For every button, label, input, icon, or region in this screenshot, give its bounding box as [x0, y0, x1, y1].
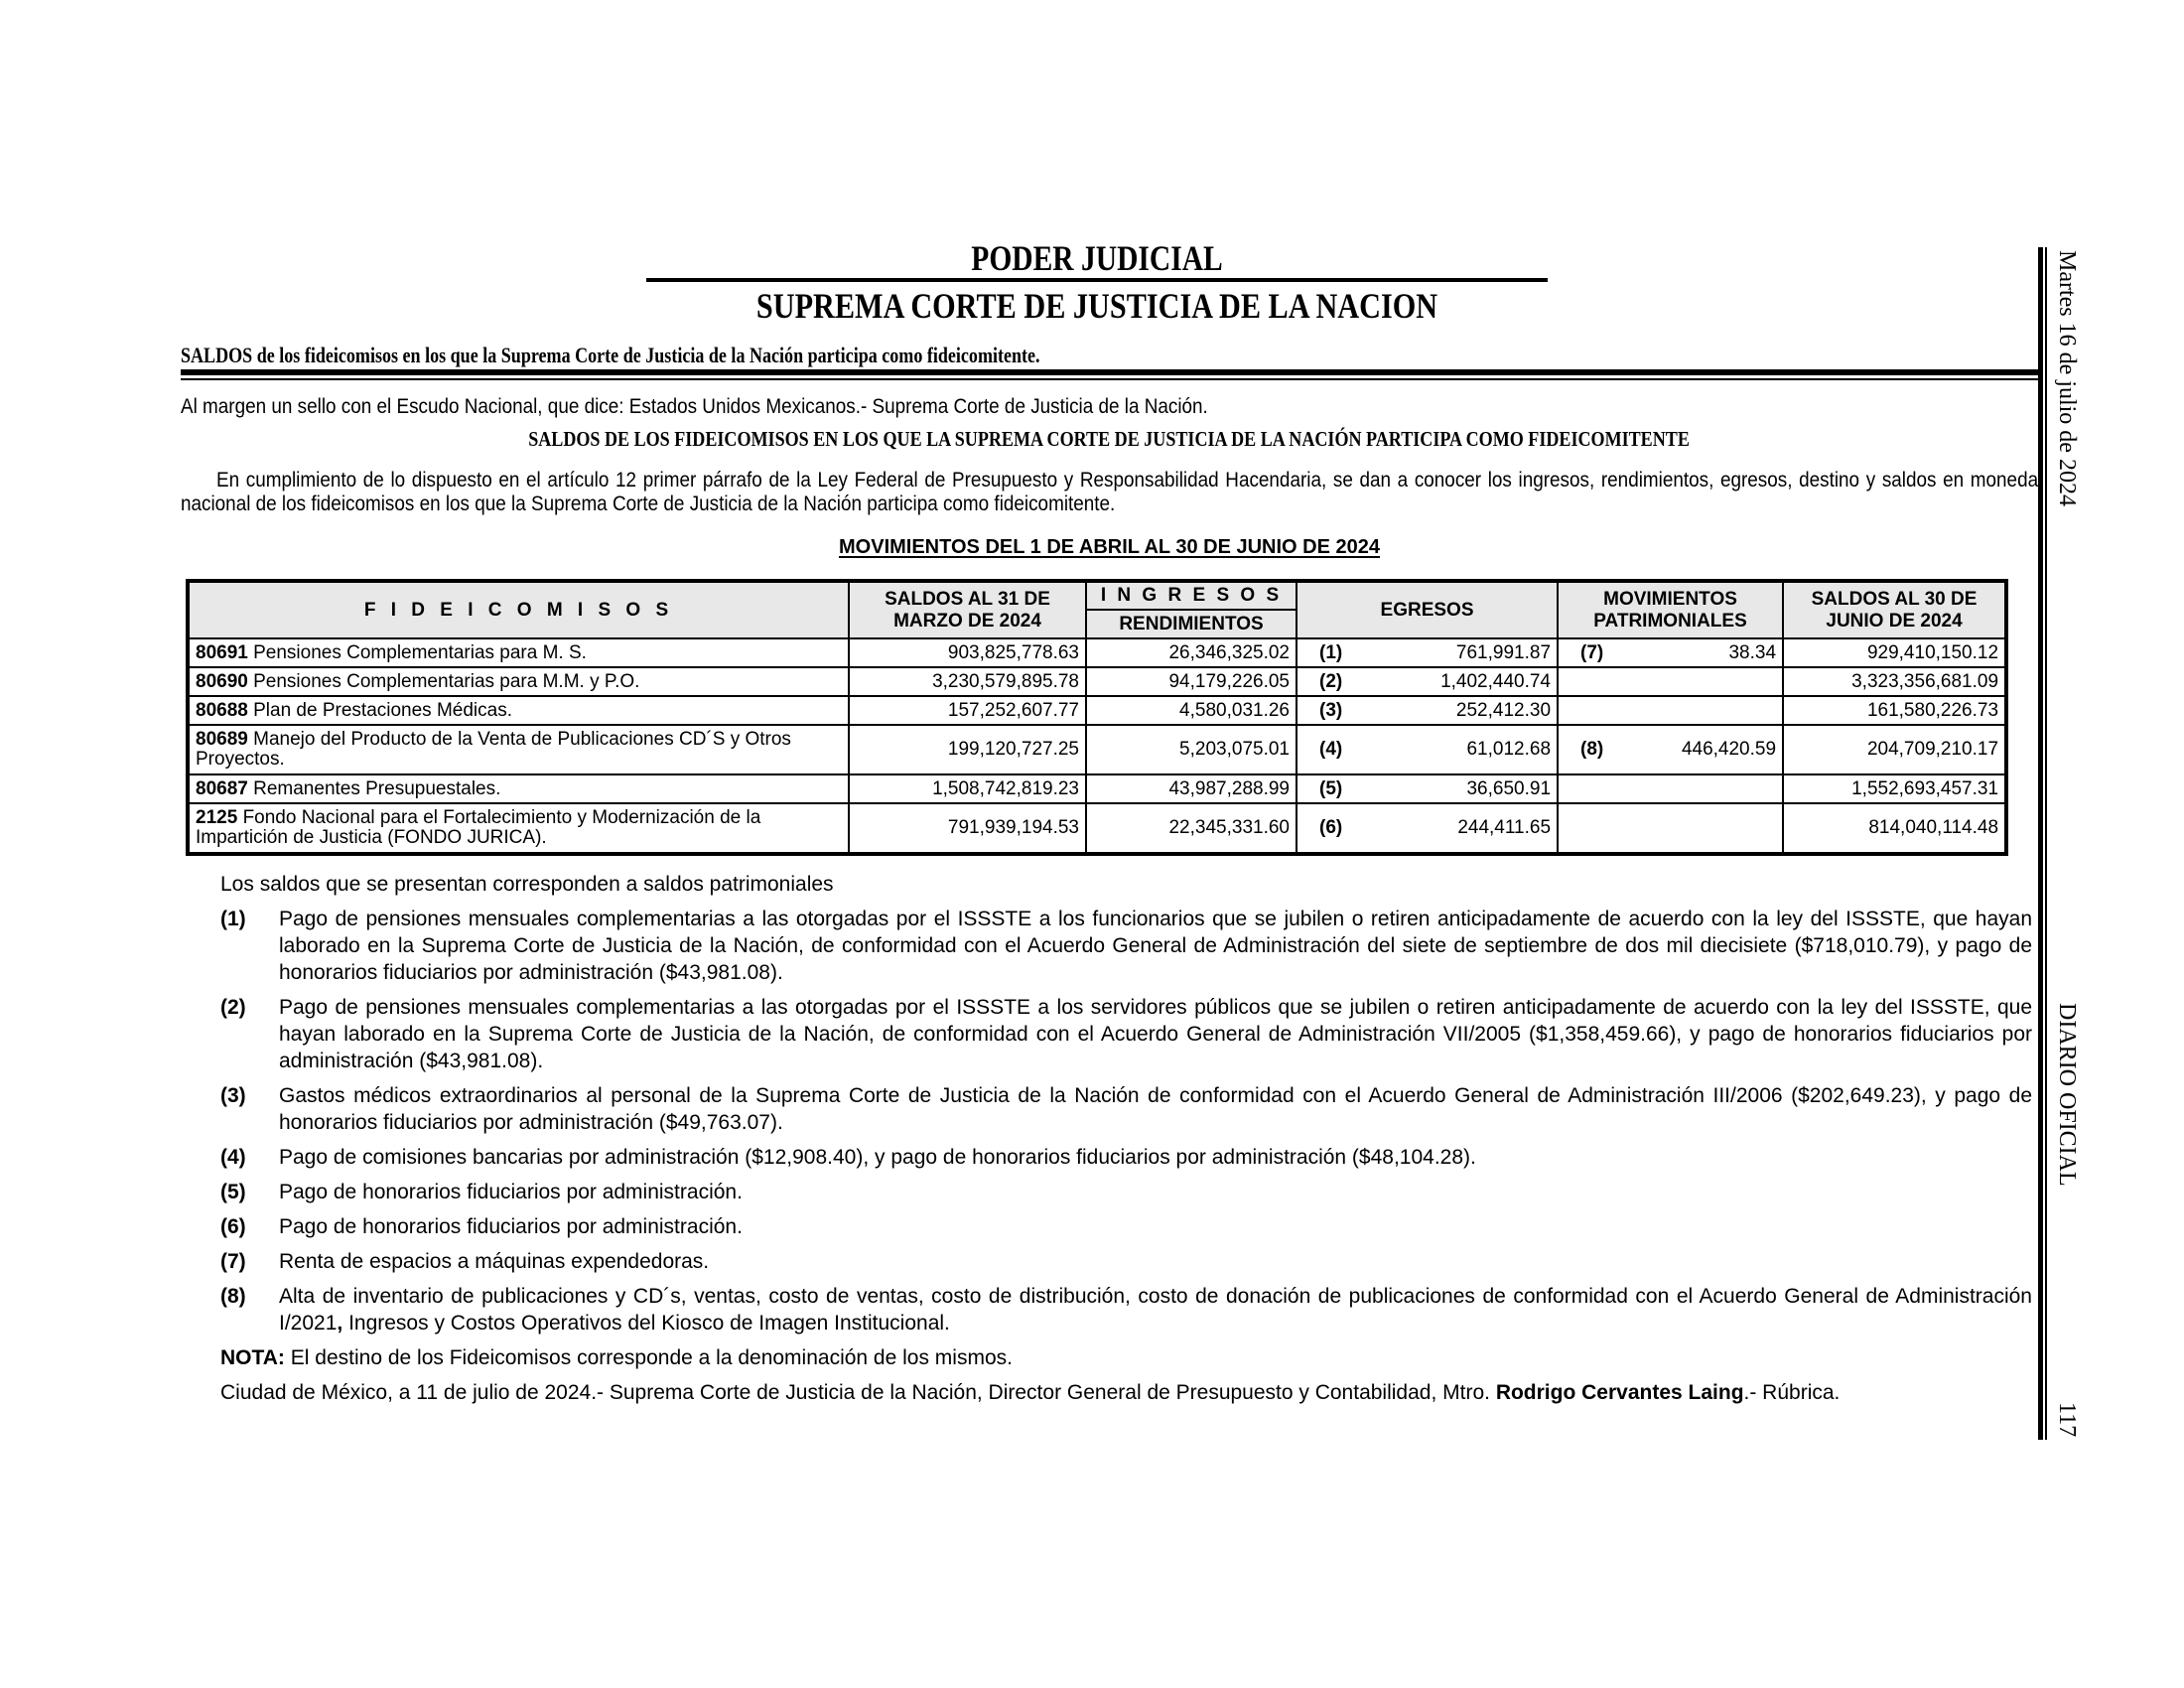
- intro-text: En cumplimiento de lo dispuesto en el artículo 12 primer párrafo de la Ley Federal de Presupuesto y Responsabilidad Hacendaria, se dan a conocer los ingresos, rendimientos, egresos, destino y saldos en moneda nacional de los fideicomisos en los que la Suprema Corte de Justicia de la Nación participa como fideicomitente.: [181, 469, 2039, 515]
- footnote: [181, 1248, 2032, 1275]
- fideicomiso-code: 80690: [196, 670, 248, 692]
- footnote-number: (2): [220, 996, 246, 1019]
- table-row: [188, 667, 2006, 696]
- cell-rendimientos: 43,987,288.99: [1086, 774, 1297, 803]
- cell-rendimientos: 94,179,226.05: [1086, 667, 1297, 696]
- cell-movimientos: [1617, 774, 1783, 803]
- nota: [181, 1344, 2032, 1371]
- cell-saldo-inicial: 1,508,742,819.23: [849, 774, 1086, 803]
- margin-rule-thick: [2038, 247, 2043, 1440]
- cell-saldo-inicial: 199,120,727.25: [849, 725, 1086, 774]
- fideicomiso-code: 80689: [196, 729, 248, 750]
- footnote: [181, 1179, 2032, 1205]
- header-rendimientos: RENDIMIENTOS: [1086, 610, 1297, 638]
- cell-egresos: 244,411.65: [1356, 803, 1558, 854]
- header-ingresos: I N G R E S O S: [1086, 581, 1297, 610]
- fideicomiso-code: 80691: [196, 641, 248, 663]
- header-saldo-inicial: SALDOS AL 31 DE MARZO DE 2024: [849, 581, 1086, 638]
- fideicomiso-code: 80688: [196, 699, 248, 721]
- table-row: [188, 725, 2006, 774]
- fideicomiso-code: 80687: [196, 777, 248, 799]
- cell-fideicomiso: [188, 667, 849, 696]
- header-egresos: EGRESOS: [1297, 581, 1558, 638]
- footnote-number: (8): [220, 1285, 246, 1308]
- cell-fideicomiso: [188, 725, 849, 774]
- footnote-text: Pago de comisiones bancarias por administración ($12,908.40), y pago de honorarios fiduciarios por administración ($48,104.28).: [279, 1146, 1476, 1169]
- cell-rendimientos: 26,346,325.02: [1086, 638, 1297, 667]
- footnote-text: Pago de pensiones mensuales complementarias a las otorgadas por el ISSSTE a los funcionarios que se jubilen o retiren anticipadamente de acuerdo con la ley del ISSSTE, que hayan laborado en la Suprema Corte de Justicia de la Nación, de conformidad con el Acuerdo General de Administración del siete de septiembre de dos mil diecisiete ($718,010.79), y pago de honorarios fiduciarios por administración ($43,981.08).: [279, 908, 2032, 984]
- header-saldo-final: SALDOS AL 30 DE JUNIO DE 2024: [1783, 581, 2006, 638]
- fideicomiso-name: Pensiones Complementarias para M.M. y P.O.: [253, 670, 640, 692]
- fideicomiso-name: Fondo Nacional para el Fortalecimiento y Modernización de la Impartición de Justicia (FONDO JURICA).: [196, 807, 761, 848]
- footnote-text: Renta de espacios a máquinas expendedoras.: [279, 1250, 710, 1273]
- signatory-name: Rodrigo Cervantes Laing: [1495, 1381, 1744, 1404]
- document-heading-rest: de los fideicomisos en los que la Suprema Corte de Justicia de la Nación participa como fideicomitente.: [252, 343, 1040, 367]
- cell-saldo-inicial: 791,939,194.53: [849, 803, 1086, 854]
- footnote-8-comma: ,: [337, 1312, 343, 1335]
- fideicomiso-name: Remanentes Presupuestales.: [253, 777, 501, 799]
- document-heading: [181, 343, 1040, 368]
- cell-mov-ref: [1558, 803, 1617, 854]
- header-movimientos: MOVIMIENTOS PATRIMONIALES: [1558, 581, 1783, 638]
- footnote: [181, 1082, 2032, 1136]
- cell-egreso-ref: (1): [1297, 638, 1356, 667]
- cell-saldo-inicial: 903,825,778.63: [849, 638, 1086, 667]
- cell-movimientos: [1617, 667, 1783, 696]
- cell-egresos: 1,402,440.74: [1356, 667, 1558, 696]
- footnote-number: (6): [220, 1215, 246, 1238]
- cell-rendimientos: 4,580,031.26: [1086, 696, 1297, 725]
- fideicomisos-table: [186, 579, 2008, 856]
- notes-section: [181, 871, 2032, 1406]
- fideicomiso-code: 2125: [196, 807, 238, 828]
- cell-saldo-inicial: 157,252,607.77: [849, 696, 1086, 725]
- cell-fideicomiso: [188, 696, 849, 725]
- margin-date: Martes 16 de julio de 2024: [2054, 250, 2080, 506]
- document-caps-heading: [181, 426, 2038, 452]
- cell-saldo-inicial: 3,230,579,895.78: [849, 667, 1086, 696]
- footnote-number: (5): [220, 1181, 246, 1203]
- fideicomiso-name: Pensiones Complementarias para M. S.: [253, 641, 587, 663]
- margin-rule-thin: [2045, 247, 2047, 1440]
- footnote-8-text-b: Ingresos y Costos Operativos del Kiosco de Imagen Institucional.: [342, 1312, 950, 1335]
- cell-saldo-final: 1,552,693,457.31: [1783, 774, 2006, 803]
- seal-note: Al margen un sello con el Escudo Nacional, que dice: Estados Unidos Mexicanos.- Suprema Corte de Justicia de la Nación.: [181, 395, 1208, 418]
- cell-rendimientos: 5,203,075.01: [1086, 725, 1297, 774]
- table-row: [188, 803, 2006, 854]
- cell-egreso-ref: (3): [1297, 696, 1356, 725]
- footnote-number: (7): [220, 1250, 246, 1273]
- page-number: 117: [2054, 1402, 2080, 1438]
- footnotes-list: [181, 906, 2032, 1275]
- heading-rule-thin: [181, 378, 2038, 380]
- cell-movimientos: [1617, 803, 1783, 854]
- cell-mov-ref: [1558, 774, 1617, 803]
- nota-text: El destino de los Fideicomisos corresponde a la denominación de los mismos.: [284, 1346, 1013, 1369]
- cell-saldo-final: 929,410,150.12: [1783, 638, 2006, 667]
- cell-movimientos: [1617, 696, 1783, 725]
- cell-egreso-ref: (6): [1297, 803, 1356, 854]
- cell-egresos: 761,991.87: [1356, 638, 1558, 667]
- signoff: [181, 1379, 2032, 1406]
- section-title: PODER JUDICIAL: [971, 238, 1223, 278]
- table-row: [188, 638, 2006, 667]
- document-heading-bold: SALDOS: [181, 343, 253, 367]
- footnote-text: Pago de honorarios fiduciarios por administración.: [279, 1181, 743, 1203]
- footnote-number: (1): [220, 908, 246, 930]
- signoff-rubrica: .- Rúbrica.: [1743, 1381, 1841, 1404]
- cell-egreso-ref: (4): [1297, 725, 1356, 774]
- footnote: [181, 994, 2032, 1074]
- cell-movimientos: 446,420.59: [1617, 725, 1783, 774]
- document-caps-heading-text: SALDOS DE LOS FIDEICOMISOS EN LOS QUE LA SUPREMA CORTE DE JUSTICIA DE LA NACIÓN PARTICIPA COMO FIDEICOMITENTE: [528, 427, 1691, 451]
- footnote: [181, 1283, 2032, 1336]
- fideicomiso-name: Plan de Prestaciones Médicas.: [253, 699, 512, 721]
- cell-rendimientos: 22,345,331.60: [1086, 803, 1297, 854]
- footnote: [181, 906, 2032, 986]
- footnote-text: Pago de honorarios fiduciarios por administración.: [279, 1215, 743, 1238]
- table-row: [188, 696, 2006, 725]
- table-title-text: MOVIMIENTOS DEL 1 DE ABRIL AL 30 DE JUNIO DE 2024: [839, 536, 1380, 558]
- nota-label: NOTA:: [220, 1346, 285, 1369]
- cell-mov-ref: [1558, 667, 1617, 696]
- footnote-8-text-a: Alta de inventario de publicaciones y CD´s, ventas, costo de ventas, costo de distribución, costo de donación de publicaciones de conformidad con el Acuerdo General de Administración I/2021: [279, 1285, 2032, 1335]
- footnote: [181, 1213, 2032, 1240]
- footnote: [181, 1144, 2032, 1171]
- signoff-text: Ciudad de México, a 11 de julio de 2024.- Suprema Corte de Justicia de la Nación, Director General de Presupuesto y Contabilidad, Mtro.: [220, 1381, 1496, 1404]
- footnote-text: [279, 1283, 2032, 1336]
- footnote-number: (4): [220, 1146, 246, 1169]
- cell-egreso-ref: (2): [1297, 667, 1356, 696]
- cell-fideicomiso: [188, 774, 849, 803]
- cell-egresos: 36,650.91: [1356, 774, 1558, 803]
- cell-egresos: 61,012.68: [1356, 725, 1558, 774]
- cell-saldo-final: 3,323,356,681.09: [1783, 667, 2006, 696]
- heading-rule-thick: [181, 369, 2038, 375]
- cell-saldo-final: 161,580,226.73: [1783, 696, 2006, 725]
- cell-saldo-final: 204,709,210.17: [1783, 725, 2006, 774]
- intro-paragraph: [181, 469, 2038, 516]
- footnote-text: Pago de pensiones mensuales complementarias a las otorgadas por el ISSSTE a los servidores públicos que se jubilen o retiren anticipadamente de acuerdo con la ley del ISSSTE, que hayan laborado en la Suprema Corte de Justicia de la Nación, de conformidad con el Acuerdo General de Administración VII/2005 ($1,358,459.66), y pago de honorarios fiduciarios por administración ($43,981.08).: [279, 996, 2032, 1072]
- notes-intro: Los saldos que se presentan corresponden a saldos patrimoniales: [220, 873, 834, 896]
- cell-movimientos: 38.34: [1617, 638, 1783, 667]
- cell-egresos: 252,412.30: [1356, 696, 1558, 725]
- margin-publication: DIARIO OFICIAL: [2054, 1003, 2080, 1187]
- cell-fideicomiso: [188, 803, 849, 854]
- cell-mov-ref: (8): [1558, 725, 1617, 774]
- cell-egreso-ref: (5): [1297, 774, 1356, 803]
- table-title: [181, 535, 2038, 559]
- fideicomiso-name: Manejo del Producto de la Venta de Publicaciones CD´S y Otros Proyectos.: [196, 729, 791, 770]
- footnote-number: (3): [220, 1084, 246, 1107]
- table-row: [188, 774, 2006, 803]
- cell-mov-ref: (7): [1558, 638, 1617, 667]
- header-fideicomisos: F I D E I C O M I S O S: [188, 581, 849, 638]
- cell-mov-ref: [1558, 696, 1617, 725]
- institution-title: SUPREMA CORTE DE JUSTICIA DE LA NACION: [755, 286, 1438, 326]
- cell-saldo-final: 814,040,114.48: [1783, 803, 2006, 854]
- cell-fideicomiso: [188, 638, 849, 667]
- footnote-text: Gastos médicos extraordinarios al personal de la Suprema Corte de Justicia de la Nación de conformidad con el Acuerdo General de Administración III/2006 ($202,649.23), y pago de honorarios fiduciarios por administración ($49,763.07).: [279, 1084, 2032, 1134]
- header-rule: [646, 278, 1548, 282]
